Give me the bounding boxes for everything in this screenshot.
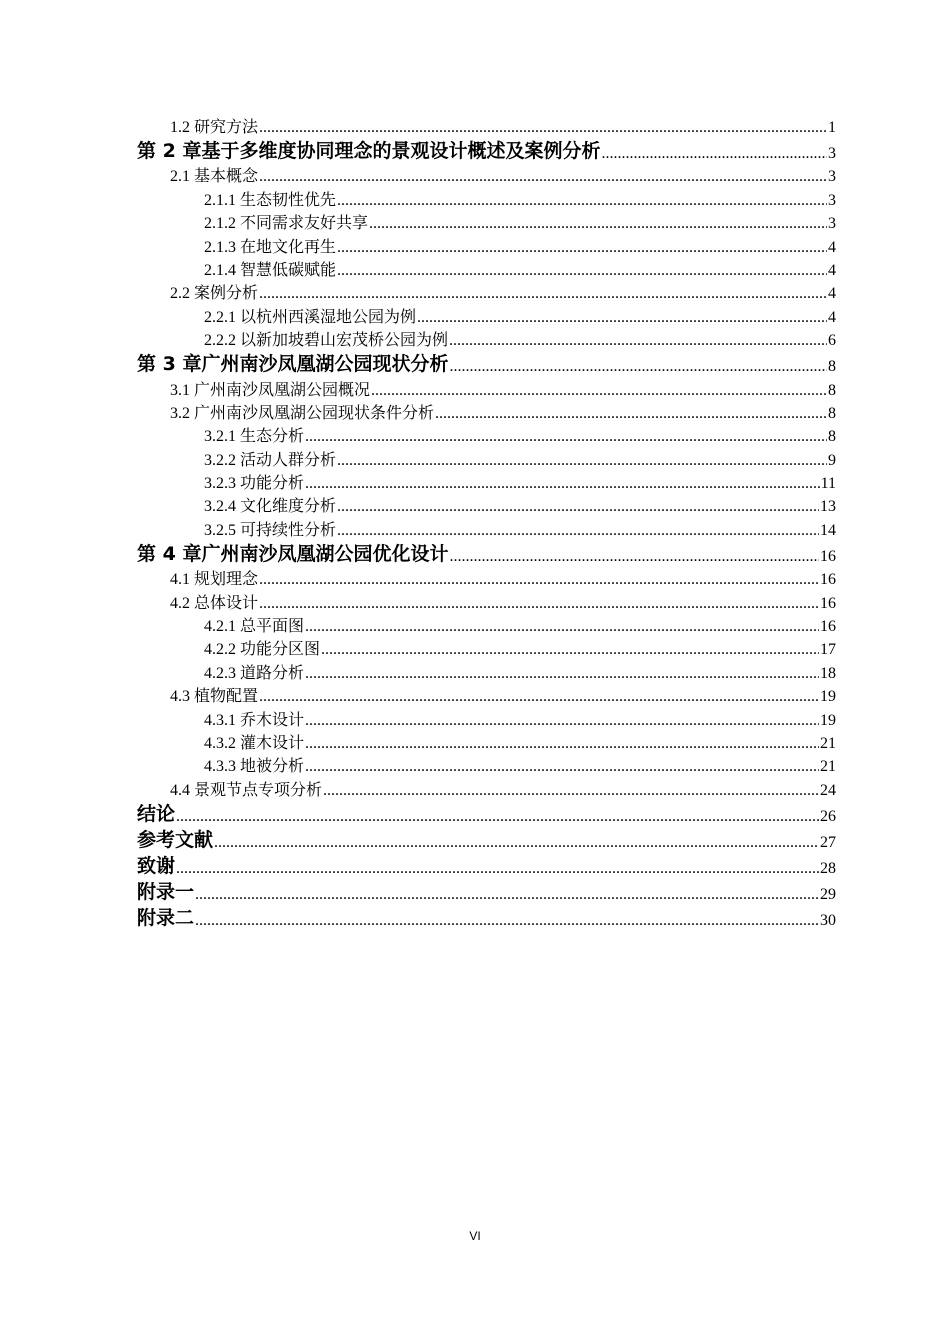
toc-entry-title: 4.2.2 功能分区图: [204, 641, 321, 659]
toc-dot-leader: [321, 641, 819, 659]
toc-entry[interactable]: [137, 566, 836, 589]
toc-dot-leader: [259, 285, 827, 303]
toc-entry-page: 1: [828, 119, 836, 136]
toc-entry-title: 第 2 章基于多维度协同理念的景观设计概述及案例分析: [137, 140, 601, 162]
toc-entry[interactable]: [137, 257, 836, 280]
toc-dot-leader: [305, 665, 819, 683]
toc-entry[interactable]: [137, 516, 836, 539]
toc-entry[interactable]: [137, 350, 836, 376]
toc-entry[interactable]: [137, 706, 836, 729]
toc-entry-title: 3.2.1 生态分析: [204, 428, 305, 446]
toc-entry-page: 3: [828, 145, 836, 162]
toc-dot-leader: [337, 192, 827, 210]
toc-entry-title: 4.3.3 地被分析: [204, 758, 305, 776]
toc-entry-page: 14: [820, 521, 836, 539]
toc-entry-title: 2.2 案例分析: [170, 285, 259, 303]
toc-entry[interactable]: [137, 636, 836, 659]
toc-entry-title: 结论: [137, 802, 176, 825]
toc-entry[interactable]: [137, 776, 836, 799]
toc-entry-title: 第 4 章广州南沙凤凰湖公园优化设计: [137, 542, 449, 565]
toc-dot-leader: [449, 548, 819, 566]
toc-dot-leader: [305, 735, 819, 753]
toc-entry-page: 27: [820, 833, 836, 851]
toc-entry-page: 16: [820, 571, 836, 589]
table-of-contents: [137, 114, 836, 930]
toc-entry-page: 8: [828, 428, 836, 446]
toc-dot-leader: [259, 119, 827, 137]
toc-dot-leader: [449, 358, 827, 376]
toc-entry-title: 4.4 景观节点专项分析: [170, 781, 323, 799]
toc-entry-page: 18: [820, 664, 836, 682]
toc-entry-title: 4.2.1 总平面图: [204, 618, 305, 636]
toc-dot-leader: [435, 405, 827, 423]
toc-entry[interactable]: [137, 904, 836, 930]
toc-entry[interactable]: [137, 303, 836, 326]
toc-entry-page: 4: [828, 238, 836, 256]
toc-dot-leader: [176, 860, 819, 878]
toc-entry[interactable]: [137, 280, 836, 303]
toc-entry-page: 16: [820, 594, 836, 612]
toc-entry-page: 16: [820, 547, 836, 565]
toc-dot-leader: [305, 428, 827, 446]
toc-entry-page: 9: [828, 451, 836, 469]
toc-entry-page: 28: [820, 859, 836, 877]
toc-dot-leader: [337, 262, 827, 280]
toc-entry-title: 3.2.4 文化维度分析: [204, 498, 337, 516]
toc-entry-page: 19: [820, 711, 836, 729]
toc-entry-title: 2.1.3 在地文化再生: [204, 238, 337, 256]
toc-entry[interactable]: [137, 446, 836, 469]
toc-entry-title: 附录一: [137, 880, 195, 903]
toc-dot-leader: [214, 834, 819, 852]
toc-dot-leader: [259, 571, 819, 589]
toc-entry-title: 第 3 章广州南沙凤凰湖公园现状分析: [137, 353, 449, 376]
toc-entry-title: 2.2.1 以杭州西溪湿地公园为例: [204, 308, 417, 326]
toc-entry[interactable]: [137, 730, 836, 753]
toc-entry-title: 4.3.2 灌木设计: [204, 734, 305, 752]
toc-entry-title: 4.1 规划理念: [170, 571, 259, 589]
toc-dot-leader: [259, 595, 819, 613]
toc-dot-leader: [417, 309, 827, 327]
toc-entry[interactable]: [137, 233, 836, 256]
toc-entry-title: 3.2.2 活动人群分析: [204, 451, 337, 469]
toc-dot-leader: [337, 452, 827, 470]
toc-dot-leader: [371, 382, 827, 400]
toc-dot-leader: [337, 239, 827, 257]
toc-entry[interactable]: [137, 613, 836, 636]
toc-entry[interactable]: [137, 400, 836, 423]
toc-dot-leader: [305, 475, 820, 493]
toc-entry[interactable]: [137, 493, 836, 516]
toc-dot-leader: [259, 688, 819, 706]
toc-entry-page: 4: [828, 308, 836, 326]
toc-entry-page: 3: [828, 215, 836, 233]
toc-entry-page: 4: [828, 261, 836, 279]
toc-entry-title: 3.2.3 功能分析: [204, 475, 305, 493]
toc-entry-page: 6: [828, 332, 836, 350]
toc-entry[interactable]: [137, 137, 836, 163]
toc-entry-title: 3.2.5 可持续性分析: [204, 521, 337, 539]
toc-dot-leader: [305, 758, 819, 776]
toc-entry-page: 21: [820, 734, 836, 752]
toc-entry[interactable]: [137, 423, 836, 446]
toc-dot-leader: [305, 712, 819, 730]
toc-dot-leader: [369, 215, 827, 233]
toc-entry-title: 2.2.2 以新加坡碧山宏茂桥公园为例: [204, 332, 449, 350]
toc-entry-title: 3.2 广州南沙凤凰湖公园现状条件分析: [170, 404, 435, 422]
toc-entry-page: 19: [820, 688, 836, 706]
toc-entry-title: 参考文献: [137, 828, 214, 851]
toc-entry-title: 4.3.1 乔木设计: [204, 711, 305, 729]
toc-entry-page: 11: [820, 475, 836, 493]
toc-dot-leader: [337, 522, 819, 540]
toc-entry[interactable]: [137, 210, 836, 233]
toc-dot-leader: [259, 168, 827, 186]
toc-entry[interactable]: [137, 852, 836, 878]
toc-entry[interactable]: [137, 470, 836, 493]
toc-entry[interactable]: [137, 878, 836, 904]
toc-entry[interactable]: [137, 540, 836, 566]
toc-entry-title: 4.3 植物配置: [170, 688, 259, 706]
toc-entry[interactable]: [137, 589, 836, 612]
toc-entry[interactable]: [137, 376, 836, 399]
toc-entry-page: 21: [820, 758, 836, 776]
toc-entry-page: 8: [828, 404, 836, 422]
toc-entry[interactable]: [137, 683, 836, 706]
toc-entry[interactable]: [137, 114, 836, 137]
toc-dot-leader: [176, 808, 819, 826]
toc-entry[interactable]: [137, 186, 836, 209]
toc-entry[interactable]: [137, 800, 836, 826]
toc-entry-title: 2.1.4 智慧低碳赋能: [204, 261, 337, 279]
toc-entry[interactable]: [137, 753, 836, 776]
toc-dot-leader: [195, 912, 819, 930]
toc-entry-page: 29: [820, 885, 836, 903]
toc-entry[interactable]: [137, 163, 836, 186]
toc-entry-title: 2.1.2 不同需求友好共享: [204, 215, 369, 233]
toc-dot-leader: [449, 332, 827, 350]
toc-dot-leader: [337, 498, 819, 516]
toc-entry-title: 1.2 研究方法: [170, 119, 259, 136]
toc-dot-leader: [601, 145, 827, 163]
toc-entry[interactable]: [137, 826, 836, 852]
toc-entry-title: 致谢: [137, 854, 176, 877]
toc-entry-page: 8: [828, 358, 836, 376]
toc-entry-title: 4.2 总体设计: [170, 594, 259, 612]
toc-entry-page: 26: [820, 807, 836, 825]
toc-entry-page: 3: [828, 168, 836, 186]
toc-entry-page: 13: [820, 498, 836, 516]
toc-entry-page: 8: [828, 381, 836, 399]
toc-entry-title: 2.1 基本概念: [170, 168, 259, 186]
toc-entry-page: 4: [828, 285, 836, 303]
toc-entry-page: 30: [820, 911, 836, 929]
toc-entry[interactable]: [137, 327, 836, 350]
toc-entry-page: 17: [820, 641, 836, 659]
toc-dot-leader: [323, 782, 819, 800]
toc-entry-page: 16: [820, 618, 836, 636]
toc-entry-page: 24: [820, 781, 836, 799]
toc-entry-title: 3.1 广州南沙凤凰湖公园概况: [170, 381, 371, 399]
toc-dot-leader: [305, 618, 819, 636]
toc-entry-title: 附录二: [137, 906, 195, 929]
toc-entry[interactable]: [137, 659, 836, 682]
page-number: VI: [469, 1229, 481, 1243]
toc-dot-leader: [195, 886, 819, 904]
toc-entry-page: 3: [828, 191, 836, 209]
toc-entry-title: 2.1.1 生态韧性优先: [204, 191, 337, 209]
toc-entry-title: 4.2.3 道路分析: [204, 664, 305, 682]
